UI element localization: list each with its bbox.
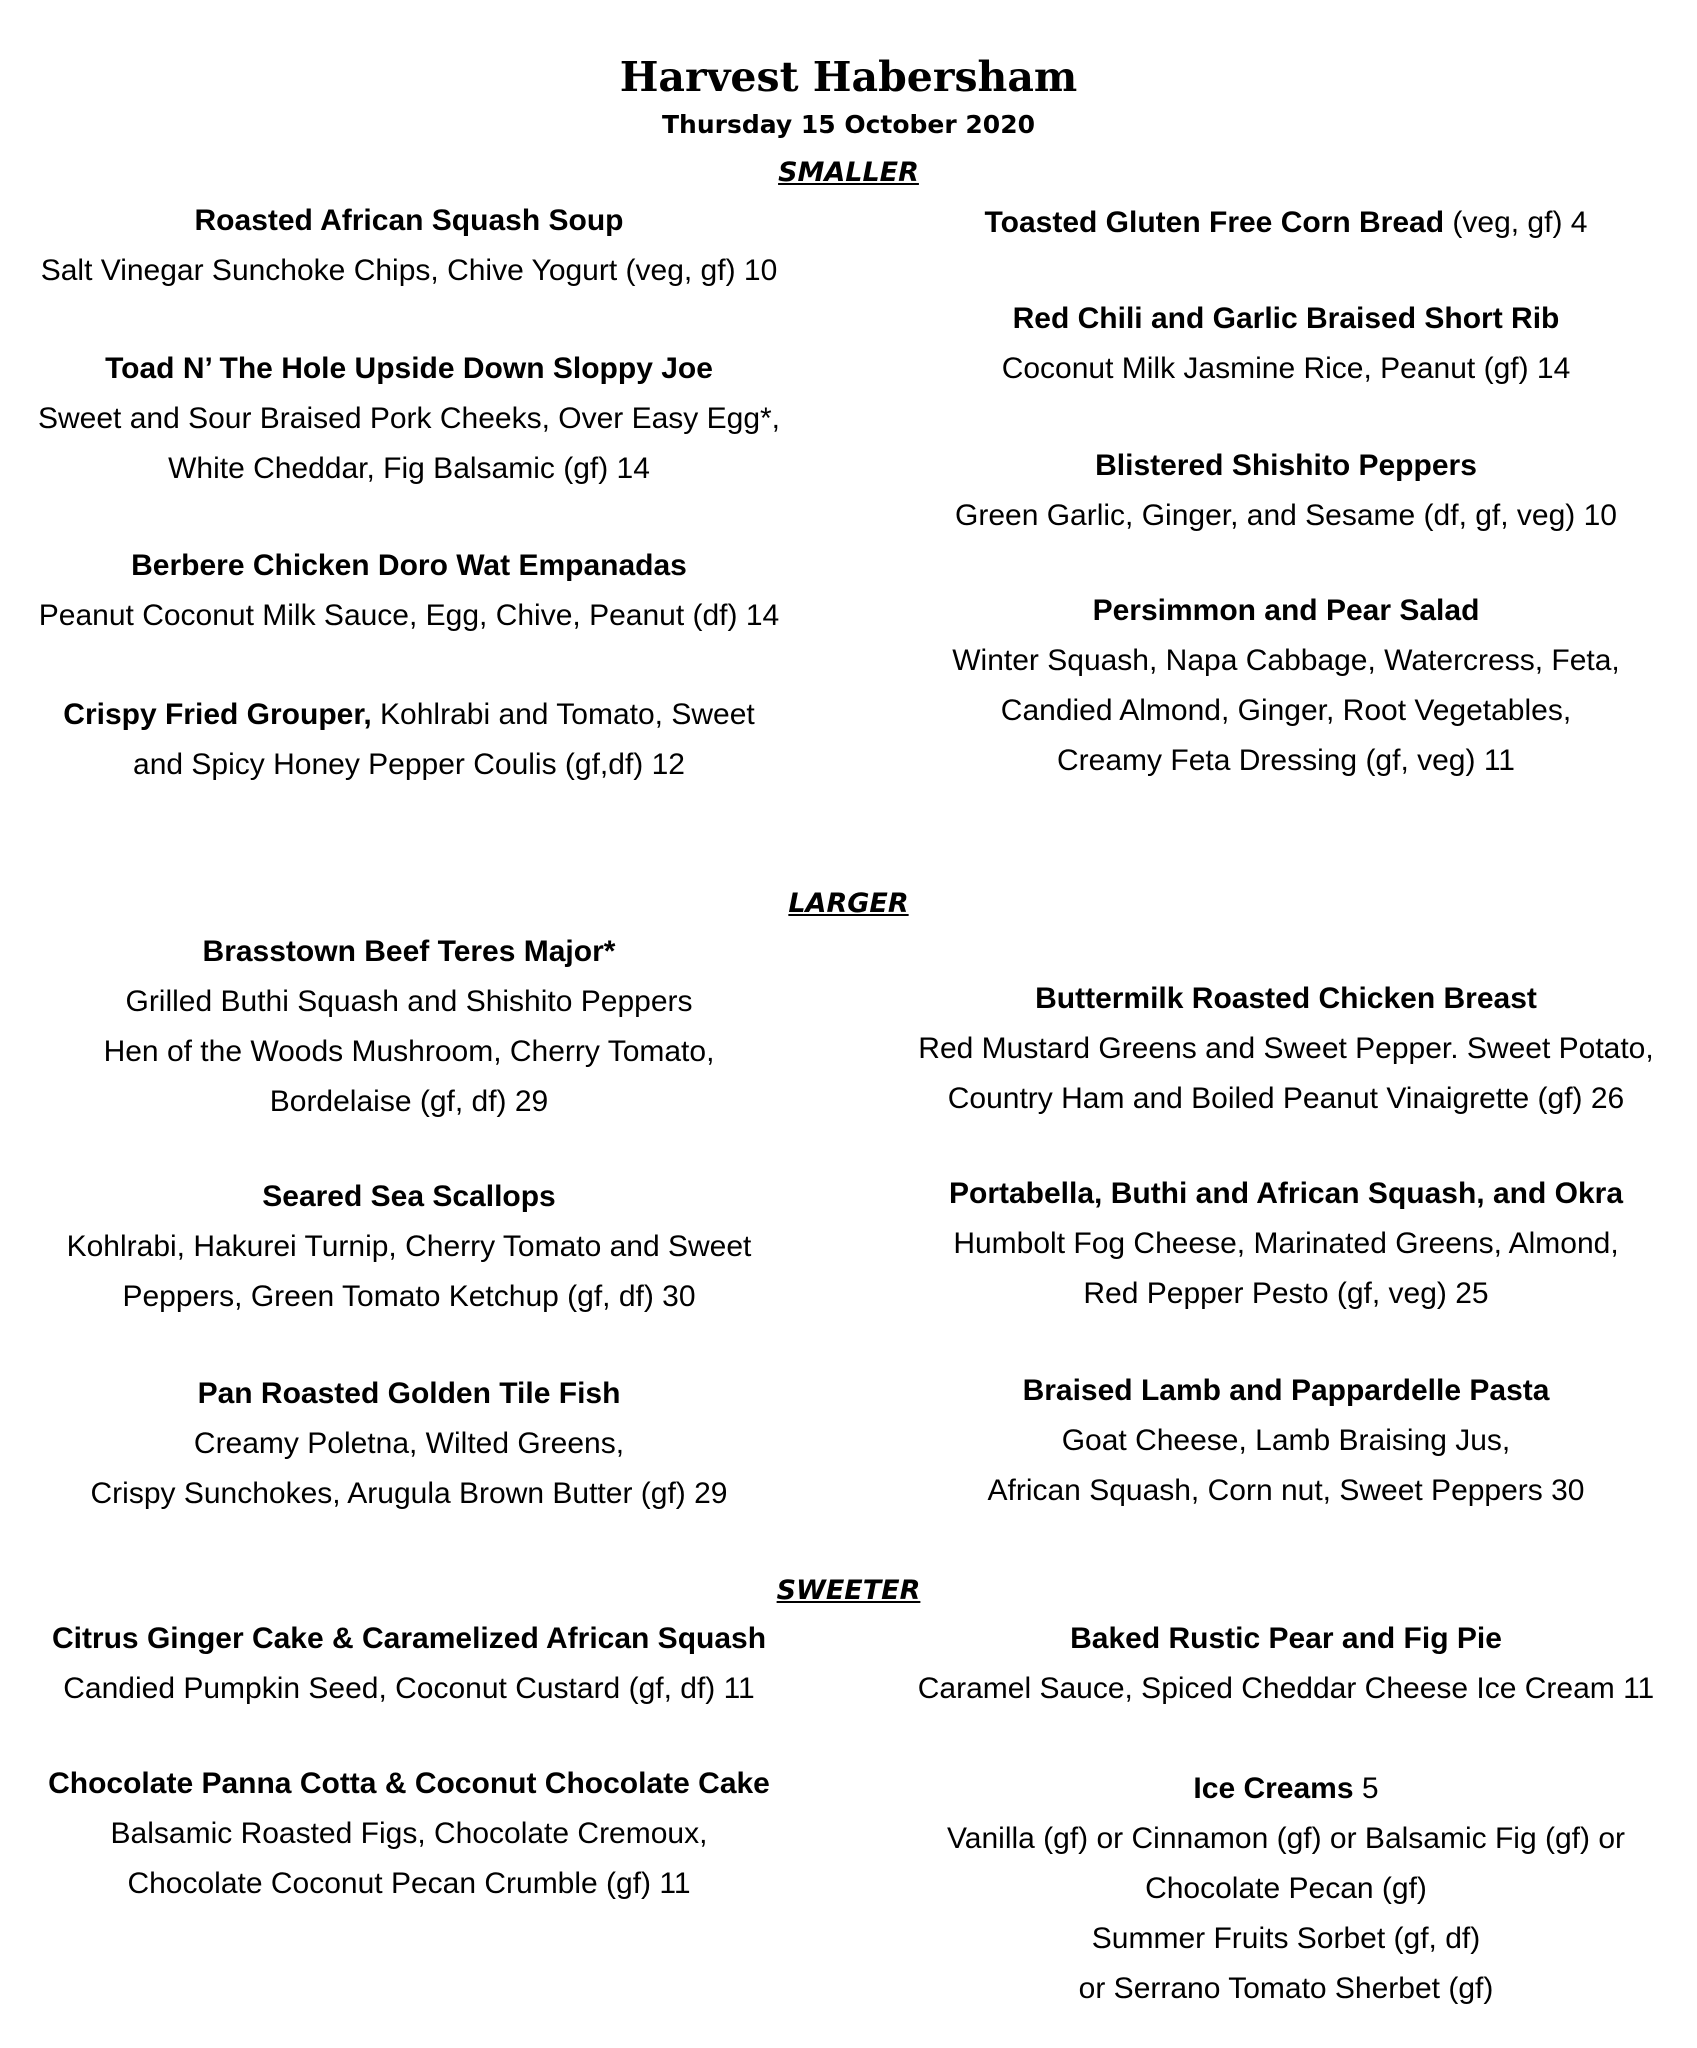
item-description: Chocolate Pecan (gf) xyxy=(1145,1872,1427,1905)
item-name: Citrus Ginger Cake & Caramelized African Squash xyxy=(51,1622,767,1655)
section-title-sweeter: SWEETER xyxy=(776,1575,921,1606)
menu-item xyxy=(880,198,1692,248)
item-name: Red Chili and Garlic Braised Short Rib xyxy=(1012,302,1560,335)
item-description: Green Garlic, Ginger, and Sesame (df, gf, veg) 10 xyxy=(955,499,1617,532)
item-description: Winter Squash, Napa Cabbage, Watercress, Feta, xyxy=(952,644,1620,677)
item-name: Toasted Gluten Free Corn Bread xyxy=(984,206,1445,239)
menu-item xyxy=(880,1169,1692,1319)
item-description: Red Mustard Greens and Sweet Pepper. Sweet Potato, xyxy=(918,1032,1654,1065)
menu-item xyxy=(3,541,815,641)
item-description: Caramel Sauce, Spiced Cheddar Cheese Ice Cream 11 xyxy=(917,1672,1655,1705)
section-title-smaller: SMALLER xyxy=(778,157,919,188)
item-description: Vanilla (gf) or Cinnamon (gf) or Balsamic Fig (gf) or xyxy=(947,1822,1625,1855)
item-description: African Squash, Corn nut, Sweet Peppers 30 xyxy=(987,1474,1585,1507)
item-description: Creamy Poletna, Wilted Greens, xyxy=(193,1427,625,1460)
item-name: Berbere Chicken Doro Wat Empanadas xyxy=(131,549,687,582)
item-description: and Spicy Honey Pepper Coulis (gf,df) 12 xyxy=(133,748,685,781)
item-description: Summer Fruits Sorbet (gf, df) xyxy=(1091,1922,1481,1955)
item-description: Chocolate Coconut Pecan Crumble (gf) 11 xyxy=(127,1867,691,1900)
item-description: Salt Vinegar Sunchoke Chips, Chive Yogurt (veg, gf) 10 xyxy=(40,254,778,287)
item-name: Buttermilk Roasted Chicken Breast xyxy=(1035,982,1537,1015)
item-description: 5 xyxy=(1353,1772,1379,1805)
item-name: Persimmon and Pear Salad xyxy=(1092,594,1480,627)
item-name: Crispy Fried Grouper, xyxy=(63,698,372,731)
menu-item xyxy=(3,1614,815,1714)
menu-date: Thursday 15 October 2020 xyxy=(661,110,1035,139)
menu-item xyxy=(3,927,815,1127)
menu-item xyxy=(880,294,1692,394)
item-description: Grilled Buthi Squash and Shishito Peppers xyxy=(125,985,693,1018)
item-description: Hen of the Woods Mushroom, Cherry Tomato, xyxy=(103,1035,715,1068)
item-name: Seared Sea Scallops xyxy=(262,1180,556,1213)
item-name: Toad N’ The Hole Upside Down Sloppy Joe xyxy=(105,352,713,385)
item-name: Braised Lamb and Pappardelle Pasta xyxy=(1022,1374,1550,1407)
item-description: Peppers, Green Tomato Ketchup (gf, df) 30 xyxy=(122,1280,696,1313)
item-name: Brasstown Beef Teres Major* xyxy=(202,935,616,968)
menu-item xyxy=(3,1369,815,1519)
item-description: White Cheddar, Fig Balsamic (gf) 14 xyxy=(168,452,650,485)
item-description: Kohlrabi and Tomato, Sweet xyxy=(371,698,755,731)
item-name: Pan Roasted Golden Tile Fish xyxy=(197,1377,621,1410)
item-description: Candied Almond, Ginger, Root Vegetables, xyxy=(1000,694,1572,727)
section-title-larger: LARGER xyxy=(788,888,909,919)
menu-item xyxy=(880,1614,1692,1714)
item-name: Ice Creams xyxy=(1193,1772,1354,1805)
menu-item xyxy=(880,974,1692,1124)
item-description: Coconut Milk Jasmine Rice, Peanut (gf) 14 xyxy=(1001,352,1571,385)
item-description: (veg, gf) 4 xyxy=(1444,206,1588,239)
menu-item xyxy=(880,586,1692,786)
menu-item xyxy=(880,1366,1692,1516)
item-description: Bordelaise (gf, df) 29 xyxy=(269,1085,549,1118)
item-name: Portabella, Buthi and African Squash, and Okra xyxy=(948,1177,1624,1210)
item-description: Red Pepper Pesto (gf, veg) 25 xyxy=(1083,1277,1489,1310)
item-description: Creamy Feta Dressing (gf, veg) 11 xyxy=(1057,744,1515,777)
menu-item xyxy=(3,344,815,494)
menu-item xyxy=(3,1759,815,1909)
menu-item xyxy=(880,1764,1692,2014)
item-name: Baked Rustic Pear and Fig Pie xyxy=(1070,1622,1502,1655)
item-description: Peanut Coconut Milk Sauce, Egg, Chive, Peanut (df) 14 xyxy=(38,599,780,632)
item-description: Goat Cheese, Lamb Braising Jus, xyxy=(1061,1424,1511,1457)
item-description: Country Ham and Boiled Peanut Vinaigrette (gf) 26 xyxy=(947,1082,1625,1115)
item-name: Chocolate Panna Cotta & Coconut Chocolate Cake xyxy=(48,1767,770,1800)
item-description: Humbolt Fog Cheese, Marinated Greens, Almond, xyxy=(953,1227,1619,1260)
menu-item xyxy=(3,196,815,296)
item-name: Roasted African Squash Soup xyxy=(194,204,624,237)
item-description: Kohlrabi, Hakurei Turnip, Cherry Tomato and Sweet xyxy=(66,1230,752,1263)
item-description: or Serrano Tomato Sherbet (gf) xyxy=(1078,1972,1494,2005)
item-description: Sweet and Sour Braised Pork Cheeks, Over Easy Egg*, xyxy=(37,402,781,435)
menu-item xyxy=(3,1172,815,1322)
item-description: Candied Pumpkin Seed, Coconut Custard (gf, df) 11 xyxy=(63,1672,755,1705)
item-description: Crispy Sunchokes, Arugula Brown Butter (gf) 29 xyxy=(90,1477,728,1510)
item-name: Blistered Shishito Peppers xyxy=(1095,449,1477,482)
menu-item xyxy=(880,441,1692,541)
item-description: Balsamic Roasted Figs, Chocolate Cremoux, xyxy=(110,1817,708,1850)
restaurant-title: Harvest Habersham xyxy=(619,53,1078,101)
menu-item xyxy=(3,690,815,790)
